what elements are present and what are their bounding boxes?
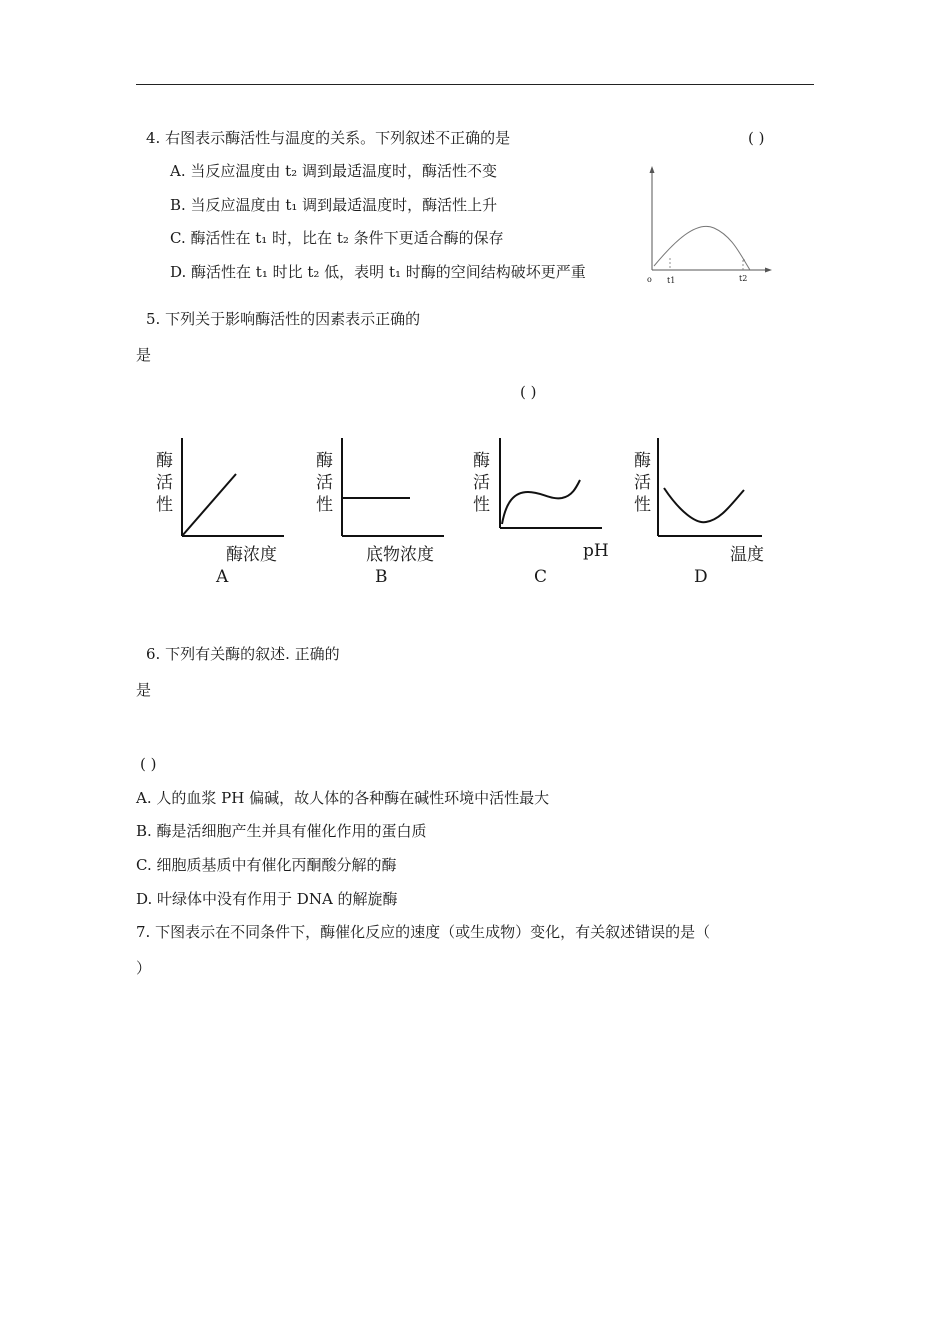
chart-c-ylabel-2: 活 [473, 473, 490, 493]
chart-c-xlabel: pH [583, 541, 609, 561]
q5-chart-a [156, 438, 284, 587]
chart-a-ylabel-2: 活 [156, 473, 173, 493]
q7-stem: 7. 下图表示在不同条件下，酶催化反应的速度（或生成物）变化，有关叙述错误的是（ [136, 923, 711, 941]
chart-a-curve [182, 474, 236, 536]
q4-y-axis-arrow [650, 166, 655, 173]
q5-stem-end: 是 [136, 346, 152, 364]
q5-answer-bracket: ( ) [520, 383, 537, 401]
chart-b-xlabel: 底物浓度 [366, 545, 434, 565]
chart-b-ylabel-2: 活 [316, 473, 333, 493]
q6-stem-end: 是 [136, 681, 152, 699]
chart-d-ylabel-2: 活 [634, 473, 651, 493]
chart-d-curve [664, 488, 744, 522]
q5-stem: 5. 下列关于影响酶活性的因素表示正确的 [146, 310, 421, 328]
header-rule [136, 84, 814, 85]
chart-d-ylabel-1: 酶 [634, 451, 651, 471]
chart-c-ylabel-3: 性 [473, 495, 490, 515]
q4-t1-label: t1 [667, 276, 676, 285]
q6-option-c: C. 细胞质基质中有催化丙酮酸分解的酶 [136, 856, 397, 874]
q4-option-d: D. 酶活性在 t₁ 时比 t₂ 低，表明 t₁ 时酶的空间结构破坏更严重 [170, 263, 586, 281]
q5-chart-c [473, 438, 609, 587]
q4-t2-label: t2 [739, 274, 748, 283]
q4-enzyme-activity-curve [654, 226, 750, 270]
q5-chart-d [634, 438, 764, 587]
q4-option-c: C. 酶活性在 t₁ 时，比在 t₂ 条件下更适合酶的保存 [170, 229, 504, 247]
chart-d-xlabel: 温度 [730, 545, 764, 565]
q4-stem: 4. 右图表示酶活性与温度的关系。下列叙述不正确的是 [146, 129, 511, 147]
chart-a-ylabel-3: 性 [156, 495, 173, 515]
q6-answer-bracket: ( ) [140, 755, 157, 773]
chart-a-letter: A [216, 567, 229, 587]
chart-b-letter: B [375, 567, 388, 587]
chart-b-ylabel-1: 酶 [316, 451, 333, 471]
chart-c-ylabel-1: 酶 [473, 451, 490, 471]
q6-stem: 6. 下列有关酶的叙述. 正确的 [146, 645, 340, 663]
q4-x-axis-arrow [765, 268, 772, 273]
chart-d-letter: D [694, 567, 708, 587]
q4-temperature-curve-figure [640, 162, 780, 288]
q4-option-a: A. 当反应温度由 t₂ 调到最适温度时，酶活性不变 [170, 162, 497, 180]
q4-origin-label: o [647, 275, 652, 284]
q5-chart-b [316, 438, 444, 587]
chart-a-ylabel-1: 酶 [156, 451, 173, 471]
chart-c-curve [502, 480, 580, 524]
chart-d-ylabel-3: 性 [634, 495, 651, 515]
chart-c-letter: C [534, 567, 548, 587]
q4-option-b: B. 当反应温度由 t₁ 调到最适温度时，酶活性上升 [170, 196, 498, 214]
chart-a-xlabel: 酶浓度 [226, 545, 277, 565]
q6-option-a: A. 人的血浆 PH 偏碱，故人体的各种酶在碱性环境中活性最大 [136, 789, 550, 807]
chart-b-ylabel-3: 性 [316, 495, 333, 515]
q6-option-b: B. 酶是活细胞产生并具有催化作用的蛋白质 [136, 822, 427, 840]
q5-factor-charts [150, 432, 790, 592]
q7-stem-end: ） [136, 959, 152, 977]
q6-option-d: D. 叶绿体中没有作用于 DNA 的解旋酶 [136, 890, 398, 908]
q4-answer-bracket: ( ) [748, 129, 765, 147]
